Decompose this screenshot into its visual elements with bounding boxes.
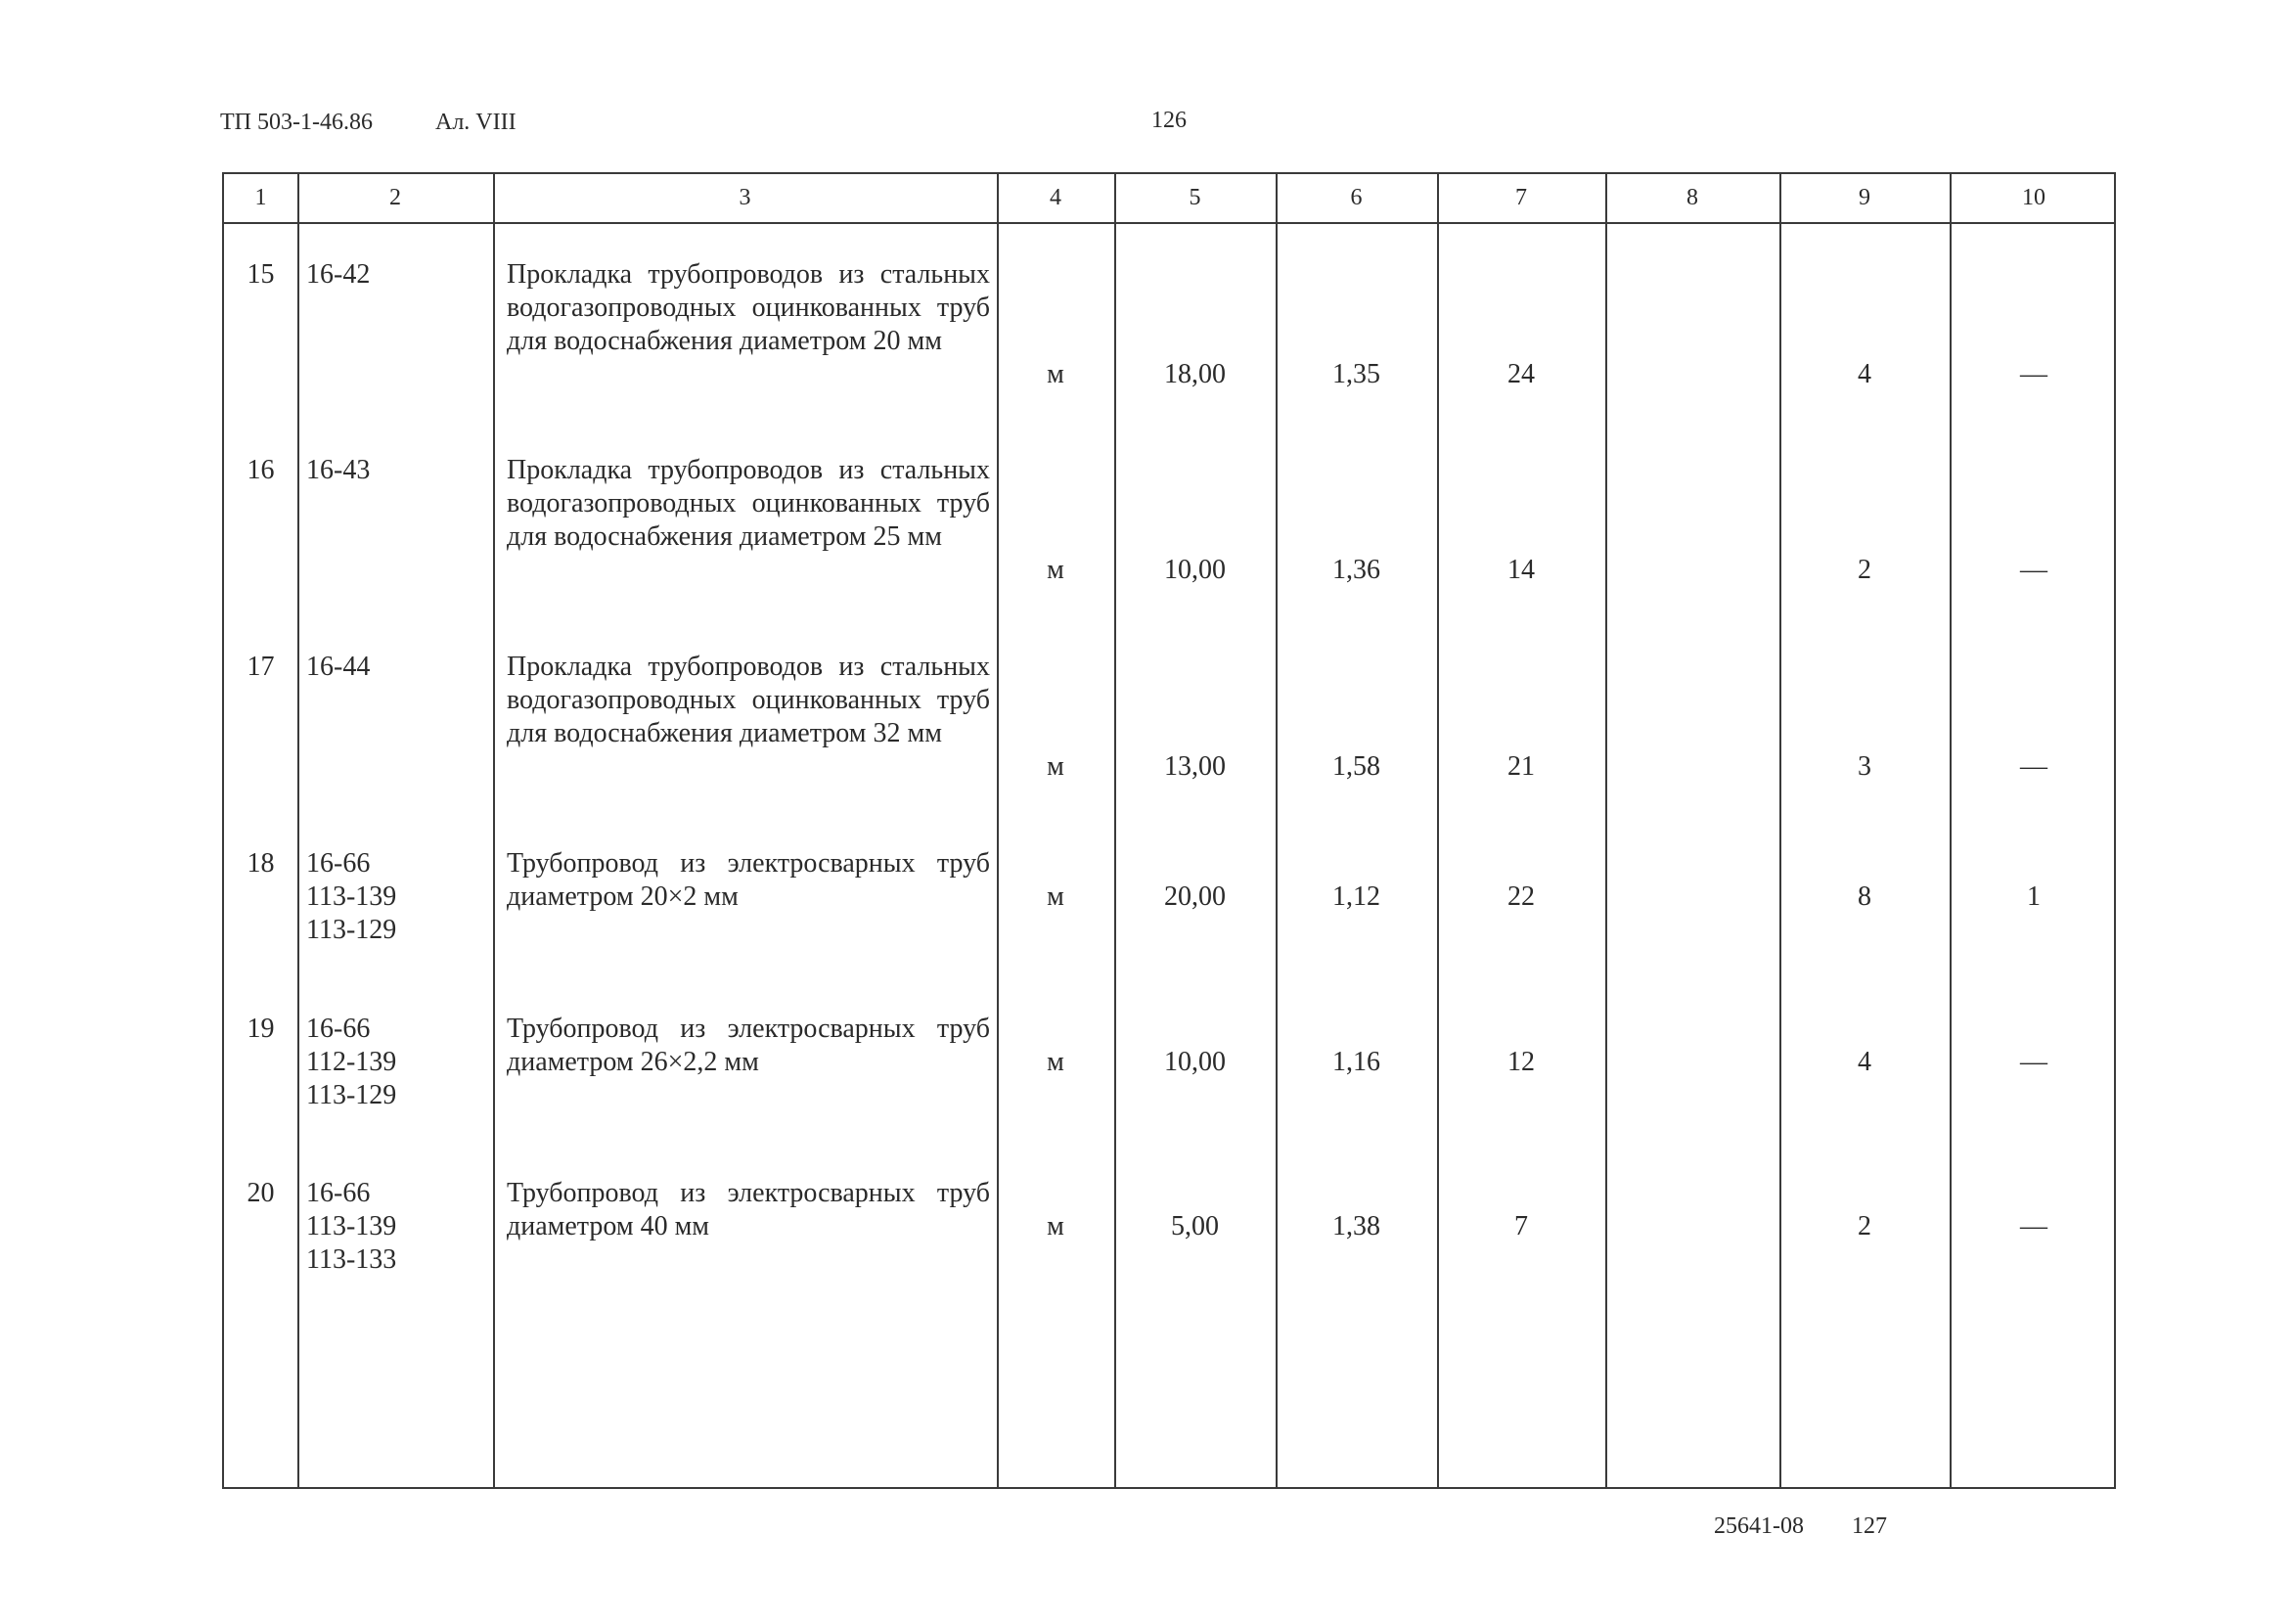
column-10-value: — (2020, 751, 2047, 782)
page-number: 126 (1151, 108, 1187, 133)
document-code: ТП 503-1-46.86 (220, 110, 373, 135)
column-9-value: 4 (1858, 1047, 1871, 1077)
work-description: Трубопровод из электросварных труб диаметром 26×2,2 мм (507, 1014, 990, 1077)
column-divider (297, 174, 299, 1487)
coefficient: 1,12 (1332, 881, 1380, 912)
row-number: 18 (247, 848, 275, 879)
column-10-value: 1 (2027, 881, 2041, 912)
row-number: 16 (247, 455, 275, 485)
column-10-value: — (2020, 1047, 2047, 1077)
column-7-value: 24 (1507, 359, 1535, 389)
norm-code: 113-129 (306, 915, 397, 945)
unit: м (1047, 555, 1064, 585)
work-description: Прокладка трубопроводов из стальных водогазопроводных оцинкованных труб для водоснабжения диаметром 32 мм (507, 652, 990, 748)
column-header: 8 (1686, 185, 1698, 210)
column-7-value: 21 (1507, 751, 1535, 782)
quantity: 5,00 (1171, 1211, 1219, 1241)
column-header: 6 (1350, 185, 1363, 210)
quantity: 18,00 (1164, 359, 1226, 389)
norm-code: 16-43 (306, 455, 371, 485)
norm-code: 113-139 (306, 1211, 397, 1241)
column-10-value: — (2020, 555, 2047, 585)
column-9-value: 3 (1858, 751, 1871, 782)
column-header: 3 (739, 185, 751, 210)
unit: м (1047, 359, 1064, 389)
norm-code: 113-133 (306, 1244, 397, 1275)
work-description: Прокладка трубопроводов из стальных водогазопроводных оцинкованных труб для водоснабжения диаметром 25 мм (507, 455, 990, 552)
column-header: 5 (1189, 185, 1201, 210)
norm-code: 16-66 (306, 1178, 371, 1208)
norm-codes (306, 847, 487, 947)
column-7-value: 14 (1507, 555, 1535, 585)
unit: м (1047, 881, 1064, 912)
work-description: Трубопровод из электросварных труб диаметром 40 мм (507, 1178, 990, 1241)
norm-codes (306, 258, 487, 292)
column-header: 10 (2022, 185, 2045, 210)
quantity: 13,00 (1164, 751, 1226, 782)
coefficient: 1,38 (1332, 1211, 1380, 1241)
column-9-value: 2 (1858, 1211, 1871, 1241)
quantity: 10,00 (1164, 555, 1226, 585)
column-9-value: 8 (1858, 881, 1871, 912)
quantity: 20,00 (1164, 881, 1226, 912)
norm-code: 16-44 (306, 652, 371, 682)
estimate-table (222, 172, 2116, 1489)
coefficient: 1,36 (1332, 555, 1380, 585)
norm-code: 16-66 (306, 848, 371, 879)
footer-document-number: 25641-08 (1714, 1513, 1804, 1539)
norm-codes (306, 651, 487, 684)
unit: м (1047, 751, 1064, 782)
norm-codes (306, 454, 487, 487)
column-9-value: 2 (1858, 555, 1871, 585)
row-number: 20 (247, 1178, 275, 1208)
column-7-value: 7 (1514, 1211, 1528, 1241)
work-description: Прокладка трубопроводов из стальных водогазопроводных оцинкованных труб для водоснабжения диаметром 20 мм (507, 259, 990, 356)
quantity: 10,00 (1164, 1047, 1226, 1077)
row-number: 17 (247, 652, 275, 682)
column-7-value: 22 (1507, 881, 1535, 912)
norm-code: 113-129 (306, 1080, 397, 1110)
work-description: Трубопровод из электросварных труб диаметром 20×2 мм (507, 848, 990, 912)
column-header: 7 (1515, 185, 1527, 210)
unit: м (1047, 1211, 1064, 1241)
header-separator (224, 222, 2114, 224)
album-label: Ал. VIII (435, 110, 517, 135)
column-header: 2 (389, 185, 401, 210)
column-9-value: 4 (1858, 359, 1871, 389)
footer-sheet-number: 127 (1852, 1513, 1887, 1539)
column-divider (493, 174, 495, 1487)
norm-code: 112-139 (306, 1047, 397, 1077)
column-header: 4 (1050, 185, 1061, 210)
row-number: 15 (247, 259, 275, 290)
column-divider (1605, 174, 1607, 1487)
coefficient: 1,16 (1332, 1047, 1380, 1077)
norm-code: 16-66 (306, 1014, 371, 1044)
unit: м (1047, 1047, 1064, 1077)
column-7-value: 12 (1507, 1047, 1535, 1077)
coefficient: 1,35 (1332, 359, 1380, 389)
column-header: 1 (254, 185, 267, 210)
coefficient: 1,58 (1332, 751, 1380, 782)
row-number: 19 (247, 1014, 275, 1044)
norm-code: 16-42 (306, 259, 371, 290)
norm-codes (306, 1013, 487, 1112)
norm-codes (306, 1177, 487, 1277)
norm-code: 113-139 (306, 881, 397, 912)
column-10-value: — (2020, 359, 2047, 389)
column-header: 9 (1859, 185, 1870, 210)
column-10-value: — (2020, 1211, 2047, 1241)
